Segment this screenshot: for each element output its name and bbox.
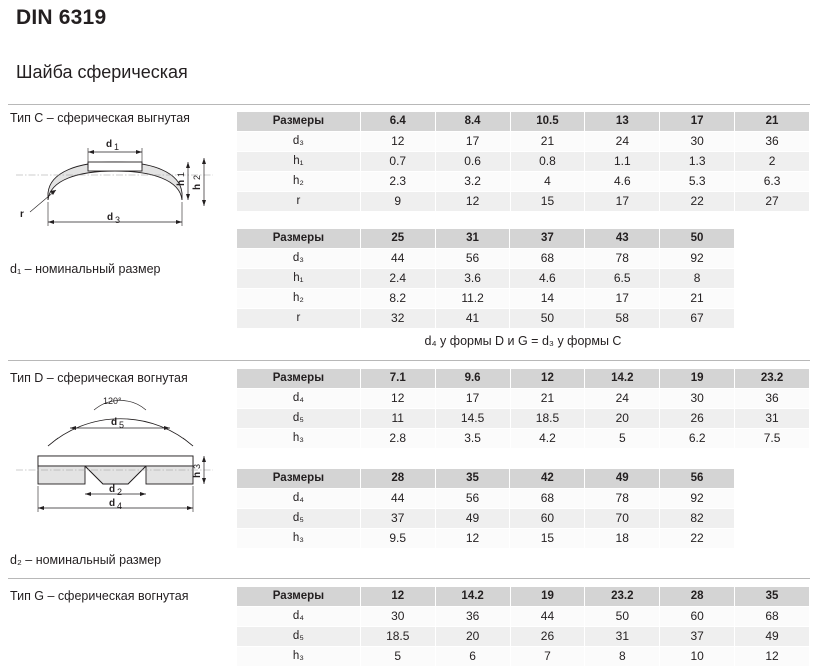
table-cell: 36 <box>735 132 810 152</box>
table-cell: 5.3 <box>660 172 735 192</box>
table-row <box>237 249 735 269</box>
center-note: d₄ у формы D и G = d₃ у формы C <box>424 334 622 348</box>
table-cell: 18.5 <box>360 627 435 647</box>
table-cell: 4 <box>510 172 585 192</box>
table-cell: 30 <box>360 607 435 627</box>
row-label: d₅ <box>237 627 361 647</box>
table-header-cell: 10.5 <box>510 112 585 132</box>
table-header-cell: 23.2 <box>585 587 660 607</box>
table-cell: 17 <box>585 289 660 309</box>
table-header-cell: Размеры <box>237 469 361 489</box>
row-label: d₅ <box>237 509 361 529</box>
table-row <box>237 529 735 549</box>
table-cell: 12 <box>435 529 510 549</box>
table-cell: 44 <box>360 249 435 269</box>
table-row <box>237 627 810 647</box>
nominal-note-type-d: d₂ – номинальный размер <box>10 553 162 567</box>
table-row <box>237 409 810 429</box>
table-cell: 7 <box>510 647 585 667</box>
table-cell: 49 <box>735 627 810 647</box>
table-header-cell: Размеры <box>237 587 361 607</box>
table-cell: 10 <box>660 647 735 667</box>
table-cell: 21 <box>660 289 735 309</box>
svg-text:r: r <box>20 209 24 220</box>
table-cell: 1.1 <box>585 152 660 172</box>
table-header-cell: 21 <box>735 112 810 132</box>
table-cell: 41 <box>435 309 510 329</box>
row-label: h₃ <box>237 529 361 549</box>
table-cell: 27 <box>735 192 810 212</box>
table-cell: 82 <box>660 509 735 529</box>
type-d-table-2 <box>236 468 735 549</box>
table-header-cell: 25 <box>360 229 435 249</box>
table-cell: 30 <box>660 132 735 152</box>
table-cell: 50 <box>585 607 660 627</box>
row-label: d₄ <box>237 389 361 409</box>
table-header-cell: 17 <box>660 112 735 132</box>
table-cell: 20 <box>585 409 660 429</box>
svg-text:d: d <box>107 212 114 223</box>
table-header-cell: 14.2 <box>585 369 660 389</box>
table-cell: 24 <box>585 389 660 409</box>
type-d-table-1 <box>236 368 810 449</box>
table-cell: 17 <box>435 132 510 152</box>
table-row <box>237 192 810 212</box>
table-cell: 30 <box>660 389 735 409</box>
table-cell: 15 <box>510 192 585 212</box>
table-cell: 15 <box>510 529 585 549</box>
section-label-type-c: Тип C – сферическая выгнутая <box>10 111 190 125</box>
table-cell: 31 <box>585 627 660 647</box>
table-cell: 22 <box>660 192 735 212</box>
type-c-table-1 <box>236 111 810 212</box>
table-cell: 4.6 <box>510 269 585 289</box>
table-cell: 3.5 <box>435 429 510 449</box>
table-cell: 21 <box>510 389 585 409</box>
table-row <box>237 389 810 409</box>
table-cell: 37 <box>360 509 435 529</box>
table-cell: 11.2 <box>435 289 510 309</box>
row-label: h₁ <box>237 269 361 289</box>
table-cell: 12 <box>360 132 435 152</box>
svg-text:120°: 120° <box>103 396 122 406</box>
row-label: d₃ <box>237 249 361 269</box>
table-cell: 60 <box>660 607 735 627</box>
table-cell: 68 <box>735 607 810 627</box>
svg-text:d: d <box>106 139 113 150</box>
svg-text:1: 1 <box>176 171 186 177</box>
table-row <box>237 647 810 667</box>
table-header-cell: 42 <box>510 469 585 489</box>
table-cell: 20 <box>435 627 510 647</box>
table-cell: 56 <box>435 249 510 269</box>
row-label: d₃ <box>237 132 361 152</box>
table-header-cell: 13 <box>585 112 660 132</box>
table-cell: 12 <box>435 192 510 212</box>
table-header-cell: 37 <box>510 229 585 249</box>
table-cell: 3.2 <box>435 172 510 192</box>
table-header-row <box>237 587 810 607</box>
table-cell: 78 <box>585 249 660 269</box>
table-cell: 9.5 <box>360 529 435 549</box>
table-cell: 44 <box>510 607 585 627</box>
table-header-cell: 19 <box>660 369 735 389</box>
table-header-cell: 8.4 <box>435 112 510 132</box>
table-cell: 17 <box>435 389 510 409</box>
table-cell: 8 <box>660 269 735 289</box>
row-label: h₃ <box>237 429 361 449</box>
table-row <box>237 309 735 329</box>
svg-text:4: 4 <box>117 501 123 511</box>
row-label: h₂ <box>237 289 361 309</box>
table-cell: 0.6 <box>435 152 510 172</box>
table-header-cell: 35 <box>435 469 510 489</box>
type-g-table-1 <box>236 586 810 667</box>
table-cell: 2.3 <box>360 172 435 192</box>
table-header-cell: 28 <box>660 587 735 607</box>
row-label: d₄ <box>237 489 361 509</box>
type-c-table-2 <box>236 228 735 329</box>
table-header-cell: Размеры <box>237 112 361 132</box>
table-row <box>237 489 735 509</box>
svg-text:d: d <box>109 498 116 509</box>
divider-2 <box>8 360 810 361</box>
table-row <box>237 429 810 449</box>
table-header-row <box>237 369 810 389</box>
row-label: h₂ <box>237 172 361 192</box>
table-cell: 5 <box>585 429 660 449</box>
table-cell: 22 <box>660 529 735 549</box>
page-subtitle: Шайба сферическая <box>16 62 188 82</box>
table-cell: 36 <box>735 389 810 409</box>
table-header-cell: 28 <box>360 469 435 489</box>
table-cell: 50 <box>510 309 585 329</box>
table-cell: 36 <box>435 607 510 627</box>
table-cell: 11 <box>360 409 435 429</box>
svg-text:h: h <box>176 179 187 186</box>
divider-3 <box>8 578 810 579</box>
table-header-cell: 49 <box>585 469 660 489</box>
svg-text:5: 5 <box>119 420 125 430</box>
table-cell: 2.8 <box>360 429 435 449</box>
table-header-cell: 6.4 <box>360 112 435 132</box>
table-row <box>237 172 810 192</box>
table-cell: 44 <box>360 489 435 509</box>
table-cell: 14 <box>510 289 585 309</box>
divider-1 <box>8 104 810 105</box>
table-cell: 6.3 <box>735 172 810 192</box>
table-cell: 8 <box>585 647 660 667</box>
table-header-cell: 43 <box>585 229 660 249</box>
table-cell: 7.5 <box>735 429 810 449</box>
table-header-cell: 56 <box>660 469 735 489</box>
svg-text:2: 2 <box>192 174 202 180</box>
table-cell: 2 <box>735 152 810 172</box>
table-header-cell: 14.2 <box>435 587 510 607</box>
table-cell: 18 <box>585 529 660 549</box>
row-label: h₃ <box>237 647 361 667</box>
svg-text:h: h <box>192 471 203 478</box>
table-row <box>237 132 810 152</box>
table-cell: 4.2 <box>510 429 585 449</box>
table-header-cell: 9.6 <box>435 369 510 389</box>
table-cell: 70 <box>585 509 660 529</box>
row-label: r <box>237 309 361 329</box>
table-cell: 6.2 <box>660 429 735 449</box>
table-header-row <box>237 229 735 249</box>
table-cell: 60 <box>510 509 585 529</box>
table-cell: 58 <box>585 309 660 329</box>
table-header-cell: 31 <box>435 229 510 249</box>
section-label-type-d: Тип D – сферическая вогнутая <box>10 371 188 385</box>
table-row <box>237 269 735 289</box>
svg-text:3: 3 <box>115 215 121 225</box>
table-cell: 56 <box>435 489 510 509</box>
table-header-cell: 23.2 <box>735 369 810 389</box>
table-header-cell: 12 <box>360 587 435 607</box>
table-cell: 6 <box>435 647 510 667</box>
table-cell: 92 <box>660 249 735 269</box>
table-cell: 92 <box>660 489 735 509</box>
table-header-cell: 7.1 <box>360 369 435 389</box>
table-cell: 49 <box>435 509 510 529</box>
table-cell: 21 <box>510 132 585 152</box>
table-cell: 6.5 <box>585 269 660 289</box>
table-cell: 0.7 <box>360 152 435 172</box>
table-header-cell: 19 <box>510 587 585 607</box>
svg-text:1: 1 <box>114 142 120 152</box>
table-cell: 18.5 <box>510 409 585 429</box>
row-label: d₄ <box>237 607 361 627</box>
table-header-cell: Размеры <box>237 229 361 249</box>
table-cell: 2.4 <box>360 269 435 289</box>
table-header-cell: Размеры <box>237 369 361 389</box>
row-label: d₅ <box>237 409 361 429</box>
table-cell: 67 <box>660 309 735 329</box>
table-header-cell: 12 <box>510 369 585 389</box>
table-cell: 5 <box>360 647 435 667</box>
drawing-type-c <box>8 128 223 228</box>
svg-text:d: d <box>109 484 116 495</box>
svg-text:d: d <box>111 417 118 428</box>
table-cell: 12 <box>360 389 435 409</box>
table-cell: 4.6 <box>585 172 660 192</box>
table-cell: 26 <box>660 409 735 429</box>
table-header-cell: 35 <box>735 587 810 607</box>
table-header-cell: 50 <box>660 229 735 249</box>
table-cell: 78 <box>585 489 660 509</box>
table-cell: 3.6 <box>435 269 510 289</box>
nominal-note-type-c: d₁ – номинальный размер <box>10 262 161 276</box>
table-cell: 26 <box>510 627 585 647</box>
table-cell: 12 <box>735 647 810 667</box>
table-cell: 31 <box>735 409 810 429</box>
svg-text:3: 3 <box>192 463 202 469</box>
table-cell: 1.3 <box>660 152 735 172</box>
table-row <box>237 152 810 172</box>
table-cell: 68 <box>510 489 585 509</box>
table-cell: 0.8 <box>510 152 585 172</box>
table-cell: 14.5 <box>435 409 510 429</box>
table-cell: 37 <box>660 627 735 647</box>
table-cell: 9 <box>360 192 435 212</box>
row-label: h₁ <box>237 152 361 172</box>
section-label-type-g: Тип G – сферическая вогнутая <box>10 589 189 603</box>
table-cell: 32 <box>360 309 435 329</box>
table-cell: 68 <box>510 249 585 269</box>
table-row <box>237 289 735 309</box>
table-cell: 24 <box>585 132 660 152</box>
row-label: r <box>237 192 361 212</box>
table-header-row <box>237 112 810 132</box>
drawing-type-d <box>8 388 223 518</box>
page-title: DIN 6319 <box>16 6 107 29</box>
svg-text:h: h <box>192 183 203 190</box>
svg-text:2: 2 <box>117 487 123 497</box>
table-header-row <box>237 469 735 489</box>
table-cell: 17 <box>585 192 660 212</box>
table-row <box>237 607 810 627</box>
table-row <box>237 509 735 529</box>
table-cell: 8.2 <box>360 289 435 309</box>
